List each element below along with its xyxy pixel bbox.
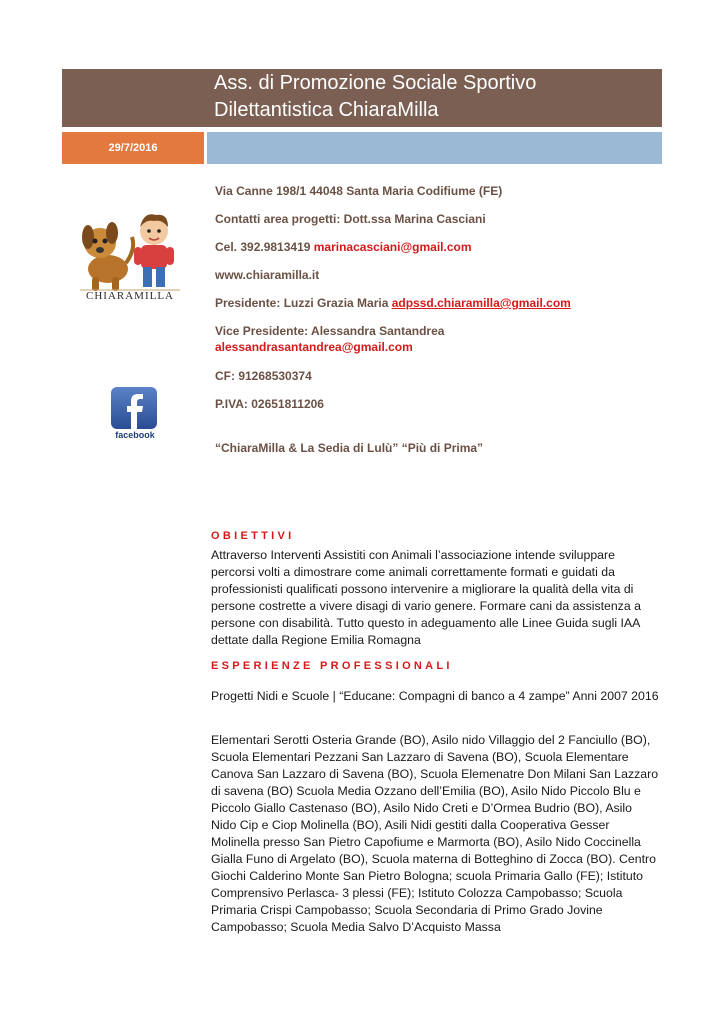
project-contact-line: Contatti area progetti: Dott.ssa Marina Casciani <box>215 212 486 226</box>
phone-email-link[interactable]: marinacasciani@gmail.com <box>313 240 472 254</box>
projects-line: “ChiaraMilla & La Sedia di Lulù” “Più di Prima” <box>215 441 484 455</box>
page-title: Ass. di Promozione Sociale Sportivo Dilettantistica ChiaraMilla <box>214 72 537 121</box>
website-link[interactable]: www.chiaramilla.it <box>215 268 320 282</box>
cf-line: CF: 91268530374 <box>215 369 312 383</box>
date-badge: 29/7/2016 <box>62 132 204 164</box>
obiettivi-paragraph: Attraverso Interventi Assistiti con Animali l’associazione intende sviluppare percorsi volti a dimostrare come animali correttamente formati e guidati da professionisti qualificati possono intervenire a migliorare la qualità della vita di persone costrette a vivere disagi di vario genere. Formare cani da assistenza a persone con disabilità. Tutto questo in adeguamento alle Linee Guida sugli IAA dettate dalla Regione Emilia Romagna <box>211 548 641 647</box>
phone-text: Cel. 392.9813419 <box>215 240 314 254</box>
header-accent-bar <box>207 132 662 164</box>
obiettivi-heading: OBIETTIVI <box>211 530 295 542</box>
vice-president-line: Vice Presidente: Alessandra Santandrea <box>215 324 445 338</box>
president-text: Presidente: Luzzi Grazia Maria <box>215 296 392 310</box>
esperienze-intro: Progetti Nidi e Scuole | “Educane: Compagni di banco a 4 zampe” Anni 2007 2016 <box>211 689 659 703</box>
facebook-label: facebook <box>115 430 155 440</box>
phone-line <box>215 239 472 255</box>
esperienze-heading: ESPERIENZE PROFESSIONALI <box>211 660 453 672</box>
address-line: Via Canne 198/1 44048 Santa Maria Codifiume (FE) <box>215 184 503 198</box>
president-email-link[interactable]: adpssd.chiaramilla@gmail.com <box>391 296 571 310</box>
logo-wordmark: CHIARAMILLA <box>86 290 174 302</box>
president-line <box>215 295 571 311</box>
piva-line: P.IVA: 02651811206 <box>215 397 324 411</box>
vice-president-email-link[interactable]: alessandrasantandrea@gmail.com <box>215 340 413 354</box>
esperienze-paragraph: Elementari Serotti Osteria Grande (BO), Asilo nido Villaggio del 2 Fanciullo (BO), Scuola Elementari Pezzani San Lazzaro di Savena (BO), Scuola Elementare Canova San Lazzaro di Savena (BO), Scuola Elemenatre Don Milani San Lazzaro di savena (BO) Scuola Media Ozzano dell’Emilia (BO), Asilo Nido Piccolo Blu e Piccolo Giallo Castenaso (BO), Asilo Nido Creti e D’Ormea Budrio (BO), Asilo Nido Cip e Ciop Molinella (BO), Asili Nidi gestiti dalla Cooperativa Gesser Molinella presso San Pietro Capofiume e Marmorta (BO), Asilo Nido Coccinella Gialla Funo di Argelato (BO), Scuola materna di Botteghino di Zocca (BO). Centro Giochi Calderino Monte San Pietro Bologna; scuola Primaria Gallo (FE); Istituto Comprensivo Perlasca- 3 plessi (FE); Istituto Colozza Campobasso; Scuola Primaria Crispi Campobasso; Scuola Secondaria di Primo Grado Jovine Campobasso; Scuola Media Salvo D’Acquisto Massa <box>211 733 659 934</box>
